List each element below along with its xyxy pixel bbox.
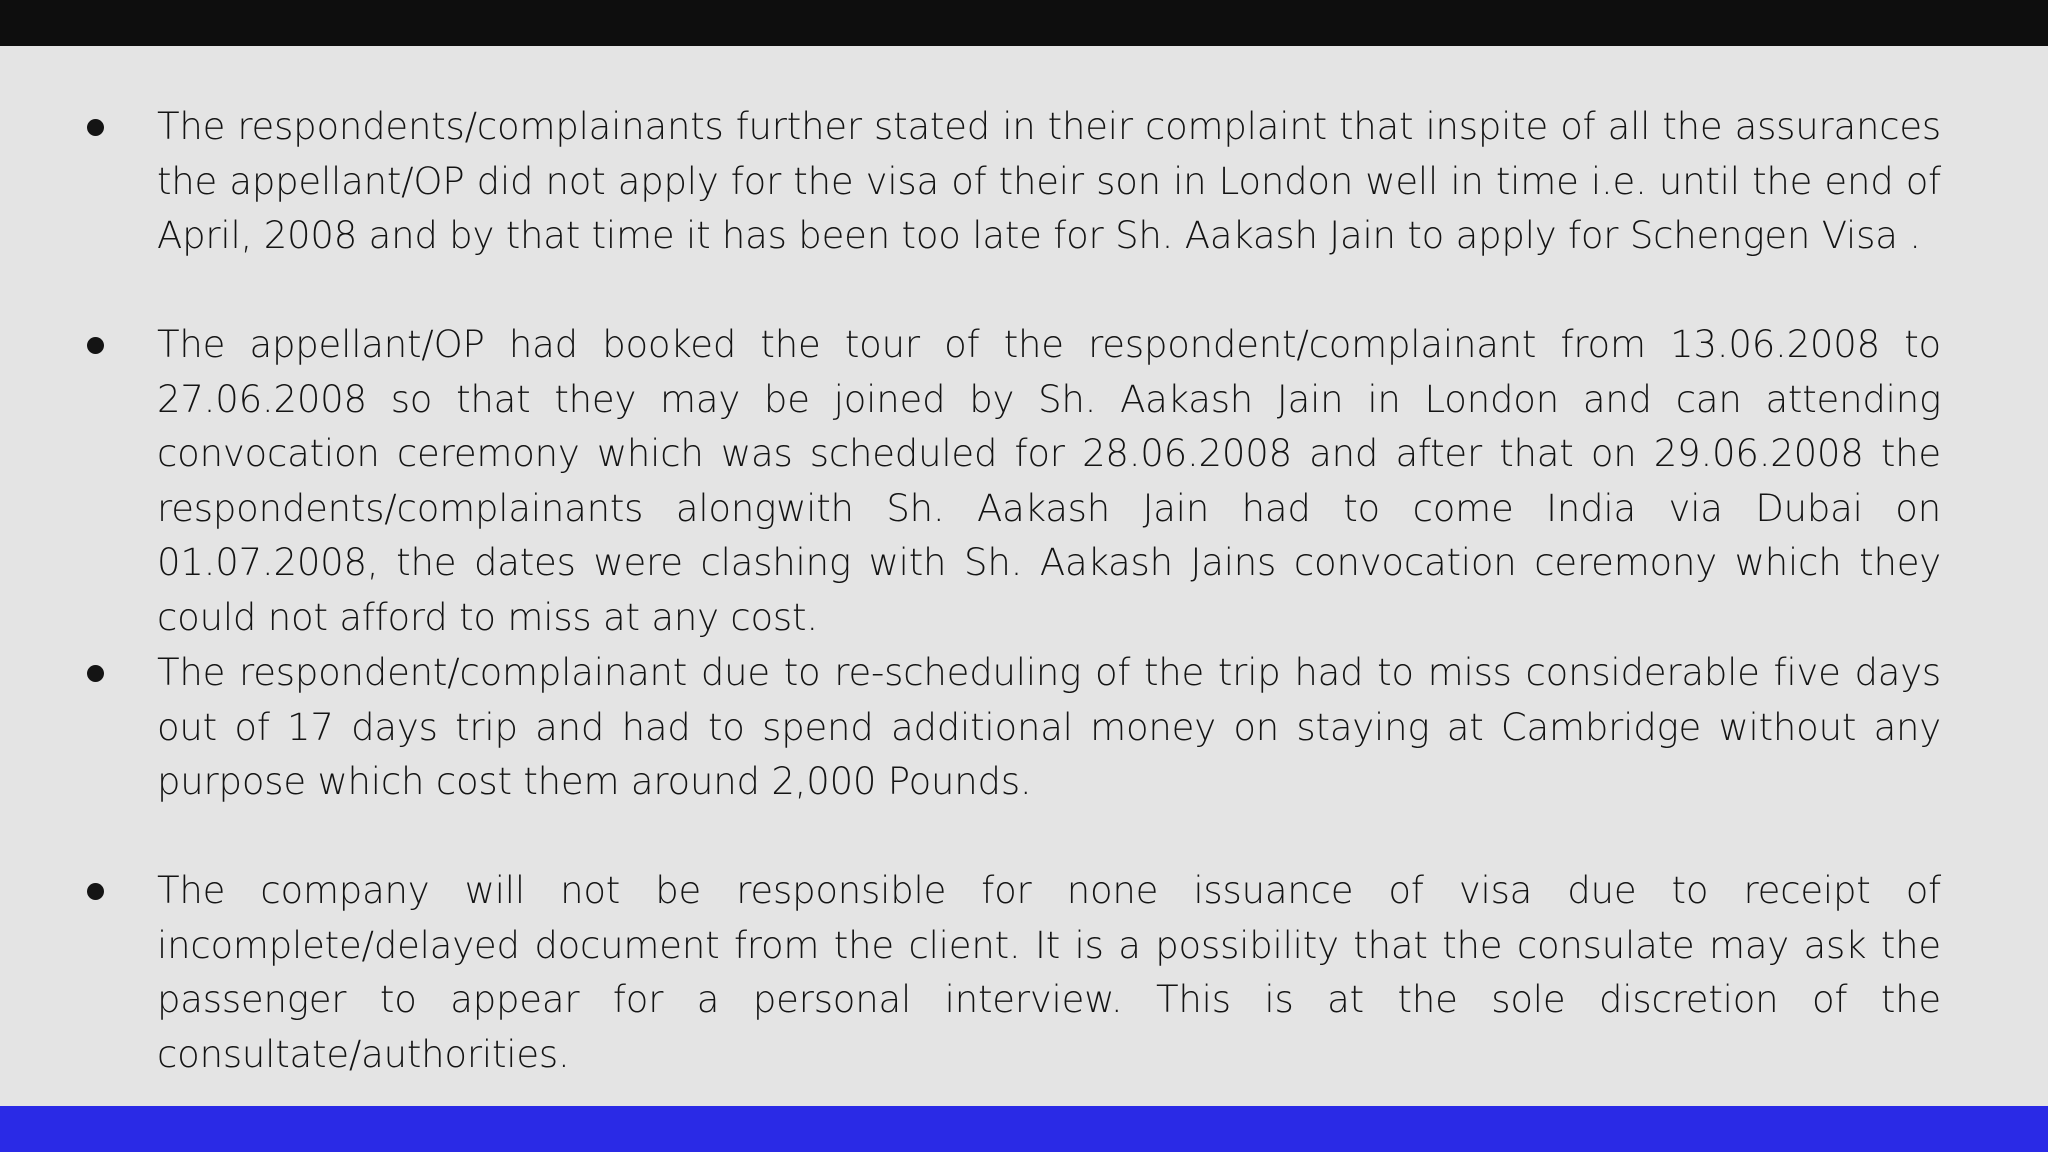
bullet-dot-icon	[87, 337, 104, 354]
bullet-item	[157, 864, 1941, 1082]
bullet-text: The respondents/complainants further stated in their complaint that inspite of all the assurances the appellant/OP did not apply for the visa of their son in London well in time i.e. until the end of April, 2008 and by that time it has been too late for Sh. Aakash Jain to apply for Schengen Visa .	[157, 105, 1941, 257]
bullet-item	[157, 646, 1941, 810]
bullet-dot-icon	[87, 883, 104, 900]
bullet-dot-icon	[87, 119, 104, 136]
bullet-text: The company will not be responsible for none issuance of visa due to receipt of incomplete/delayed document from the client. It is a possibility that the consulate may ask the passenger to appear for a personal interview. This is at the sole discretion of the consultate/authorities.	[157, 869, 1941, 1076]
bottom-bar	[0, 1106, 2048, 1152]
bullet-item	[157, 318, 1941, 645]
bullet-text: The appellant/OP had booked the tour of the respondent/complainant from 13.06.2008 to 27.06.2008 so that they may be joined by Sh. Aakash Jain in London and can attending convocation ceremony which was scheduled for 28.06.2008 and after that on 29.06.2008 the respondents/complainants alongwith Sh. Aakash Jain had to come India via Dubai on 01.07.2008, the dates were clashing with Sh. Aakash Jains convocation ceremony which they could not afford to miss at any cost.	[157, 323, 1941, 639]
bullet-dot-icon	[87, 665, 104, 682]
top-bar	[0, 0, 2048, 46]
bullet-text: The respondent/complainant due to re-scheduling of the trip had to miss considerable five days out of 17 days trip and had to spend additional money on staying at Cambridge without any purpose which cost them around 2,000 Pounds.	[157, 651, 1941, 803]
bullet-item	[157, 100, 1941, 264]
slide-content	[0, 46, 2048, 1106]
